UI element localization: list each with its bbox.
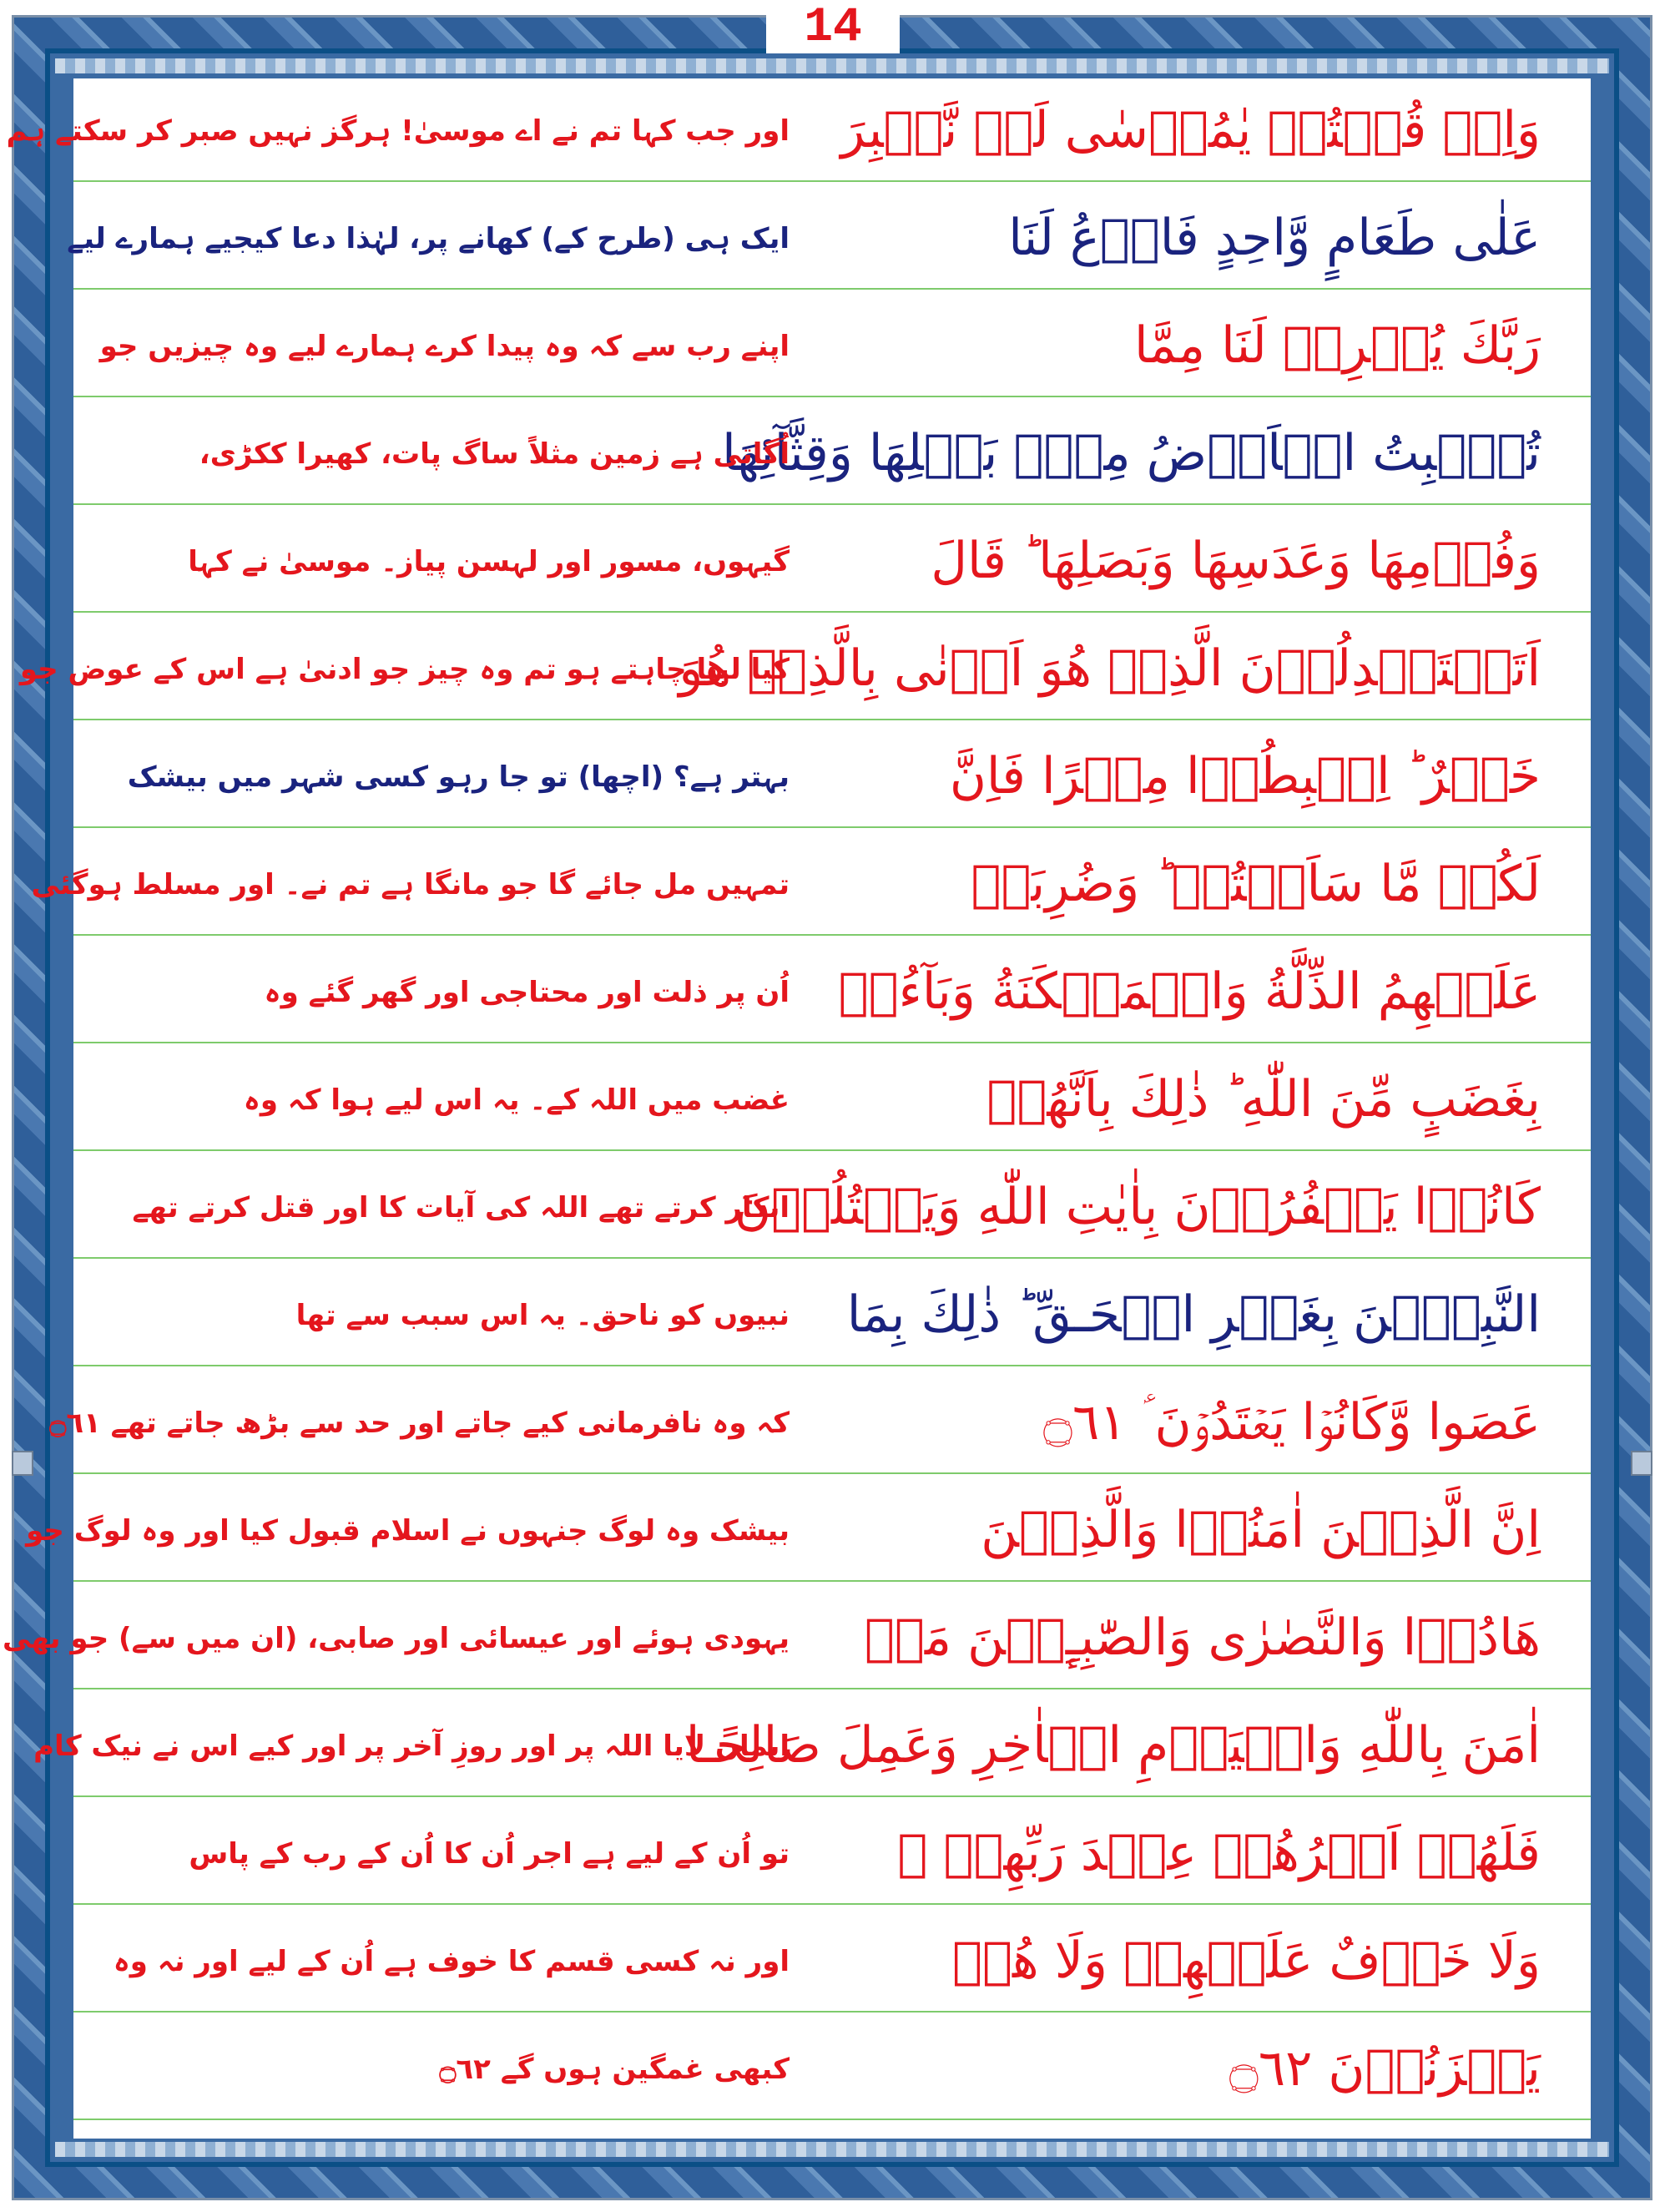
verse-row (73, 940, 1591, 1043)
top-ornament-band (55, 58, 1609, 73)
urdu-translation-text: بہتر ہے؟ (اچھا) تو جا رہو کسی شہر میں بیشک (127, 760, 790, 794)
urdu-translation-text: تمہیں مل جائے گا جو مانگا ہے تم نے۔ اور مسلط ہوگئی (31, 867, 790, 901)
urdu-translation-text: اُن پر ذلت اور محتاجی اور گھر گئے وہ (264, 975, 790, 1009)
urdu-translation-text: انکار کرتے تھے اللہ کی آیات کا اور قتل کرتے تھے (132, 1190, 790, 1225)
verse-row (49, 1371, 1591, 1474)
arabic-verse-text: هَادُوۡا وَالنَّصٰرٰى وَالصّٰبِـِٕيۡنَ مَنۡ (864, 1608, 1541, 1667)
urdu-translation-text: غضب میں اللہ کے۔ یہ اس لیے ہوا کہ وہ (243, 1083, 790, 1117)
bottom-ornament-band (55, 2142, 1609, 2157)
urdu-translation-text: بیشک وہ لوگ جنہوں نے اسلام قبول کیا اور وہ لوگ جو (26, 1513, 790, 1548)
urdu-translation-text: ایمان لایا اللہ پر اور روزِ آخر پر اور کیے اس نے نیک کام (33, 1729, 790, 1763)
urdu-translation-text: ایک ہی (طرح کے) کھانے پر، لہٰذا دعا کیجیے ہمارے لیے (67, 221, 790, 255)
arabic-verse-text: وَفُوۡمِهَا وَعَدَسِهَا وَبَصَلِهَا ؕ قَالَ (931, 532, 1541, 590)
urdu-translation-text: اپنے رب سے کہ وہ پیدا کرے ہمارے لیے وہ چیزیں جو (99, 329, 790, 363)
verse-row (19, 617, 1591, 720)
urdu-translation-text: گیہوں، مسور اور لہسن پیاز۔ موسیٰ نے کہا (188, 544, 790, 578)
arabic-verse-text: فَلَهُمۡ اَجۡرُهُمۡ عِنۡدَ رَبِّهِمۡ ۚ (897, 1824, 1541, 1882)
arabic-verse-text: اٰمَنَ بِاللّٰهِ وَالۡيَوۡمِ الۡاٰخِرِ وَعَمِلَ صَالِحًـا (685, 1716, 1541, 1775)
verse-row (73, 1048, 1591, 1151)
arabic-verse-text: رَبَّكَ يُخۡرِجۡ لَنَا مِمَّا (1133, 316, 1541, 375)
urdu-translation-text: اور جب کہا تم نے اے موسیٰ! ہرگز نہیں صبر کر سکتے ہم (6, 114, 790, 148)
verse-row (73, 1263, 1591, 1366)
verse-row (2, 1586, 1591, 1689)
right-ruku-marker (1631, 1451, 1652, 1476)
verse-row (31, 832, 1591, 936)
verse-row (33, 1694, 1591, 1797)
urdu-translation-text: کیا لینا چاہتے ہو تم وہ چیز جو ادنیٰ ہے اس کے عوض جو (19, 652, 790, 686)
urdu-translation-text: اُگاتی ہے زمین مثلاً ساگ پات، کھیرا ککڑی، (199, 437, 790, 471)
verse-row (73, 509, 1591, 613)
verse-row (73, 725, 1591, 828)
arabic-verse-text: وَاِذۡ قُلۡتُمۡ يٰمُوۡسٰى لَنۡ نَّصۡبِرَ (840, 101, 1541, 159)
arabic-verse-text: اَتَسۡتَبۡدِلُوۡنَ الَّذِىۡ هُوَ اَدۡنٰى بِالَّذِىۡ هُوَ (679, 639, 1541, 698)
verse-row (73, 2017, 1591, 2120)
arabic-verse-text: بِغَضَبٍ مِّنَ اللّٰهِ ؕ ذٰلِكَ بِاَنَّهُمۡ (986, 1070, 1541, 1129)
verse-row (73, 294, 1591, 397)
verse-row (67, 186, 1591, 290)
page-number: 14 (766, 3, 900, 53)
verse-row (73, 1155, 1591, 1259)
urdu-translation-text: یہودی ہوئے اور عیسائی اور صابی، (ان میں سے) جو بھی (2, 1621, 790, 1655)
verse-row (26, 1478, 1591, 1582)
arabic-verse-text: لَكُمۡ مَّا سَاَلۡتُمۡ ؕ وَضُرِبَتۡ (971, 855, 1541, 913)
arabic-verse-text: يَحۡزَنُوۡنَ ۝٦٢ (1229, 2039, 1541, 2098)
verse-table (2, 78, 1591, 2139)
urdu-translation-text: کہ وہ نافرمانی کیے جاتے اور حد سے بڑھ جاتے تھے ۝٦١ (49, 1406, 790, 1440)
urdu-translation-text: اور نہ کسی قسم کا خوف ہے اُن کے لیے اور نہ وہ (113, 1944, 790, 1978)
arabic-verse-text: عَلٰى طَعَامٍ وَّاحِدٍ فَادۡعُ لَنَا (1008, 209, 1541, 267)
arabic-verse-text: اِنَّ الَّذِيۡنَ اٰمَنُوۡا وَالَّذِيۡنَ (981, 1501, 1541, 1559)
urdu-translation-text: نبیوں کو ناحق۔ یہ اس سبب سے تھا (295, 1298, 790, 1332)
verse-row (73, 401, 1591, 505)
arabic-verse-text: النَّبِيّٖنَ بِغَيۡرِ الۡحَـقِّ ؕ ذٰلِكَ بِمَا (846, 1285, 1541, 1344)
left-ruku-marker (12, 1451, 33, 1476)
arabic-verse-text: عَصَوا وَّكَانُوۡا يَعۡتَدُوۡنَ ؑ ۝٦١ (1042, 1393, 1541, 1452)
verse-row (73, 1801, 1591, 1905)
verse-row (73, 1909, 1591, 2013)
arabic-verse-text: خَيۡرٌ ؕ اِهۡبِطُوۡا مِصۡرًا فَاِنَّ (949, 747, 1541, 806)
verse-row (6, 78, 1591, 182)
urdu-translation-text: تو اُن کے لیے ہے اجر اُن کا اُن کے رب کے پاس (189, 1836, 790, 1871)
arabic-verse-text: وَلَا خَوۡفٌ عَلَيۡهِمۡ وَلَا هُمۡ (952, 1932, 1541, 1990)
arabic-verse-text: عَلَيۡهِمُ الذِّلَّةُ وَالۡمَسۡکَنَةُ وَبَآءُوۡ (838, 962, 1541, 1021)
urdu-translation-text: کبھی غمگین ہوں گے ۝٦٢ (439, 2052, 790, 2086)
arabic-verse-text: كَانُوۡا يَكۡفُرُوۡنَ بِاٰيٰتِ اللّٰهِ وَيَقۡتُلُوۡنَ (734, 1178, 1541, 1236)
arabic-verse-text: تُنۡۢبِتُ الۡاَرۡضُ مِنۡۢ بَقۡلِهَا وَقِثَّآئِهَا (722, 424, 1541, 482)
